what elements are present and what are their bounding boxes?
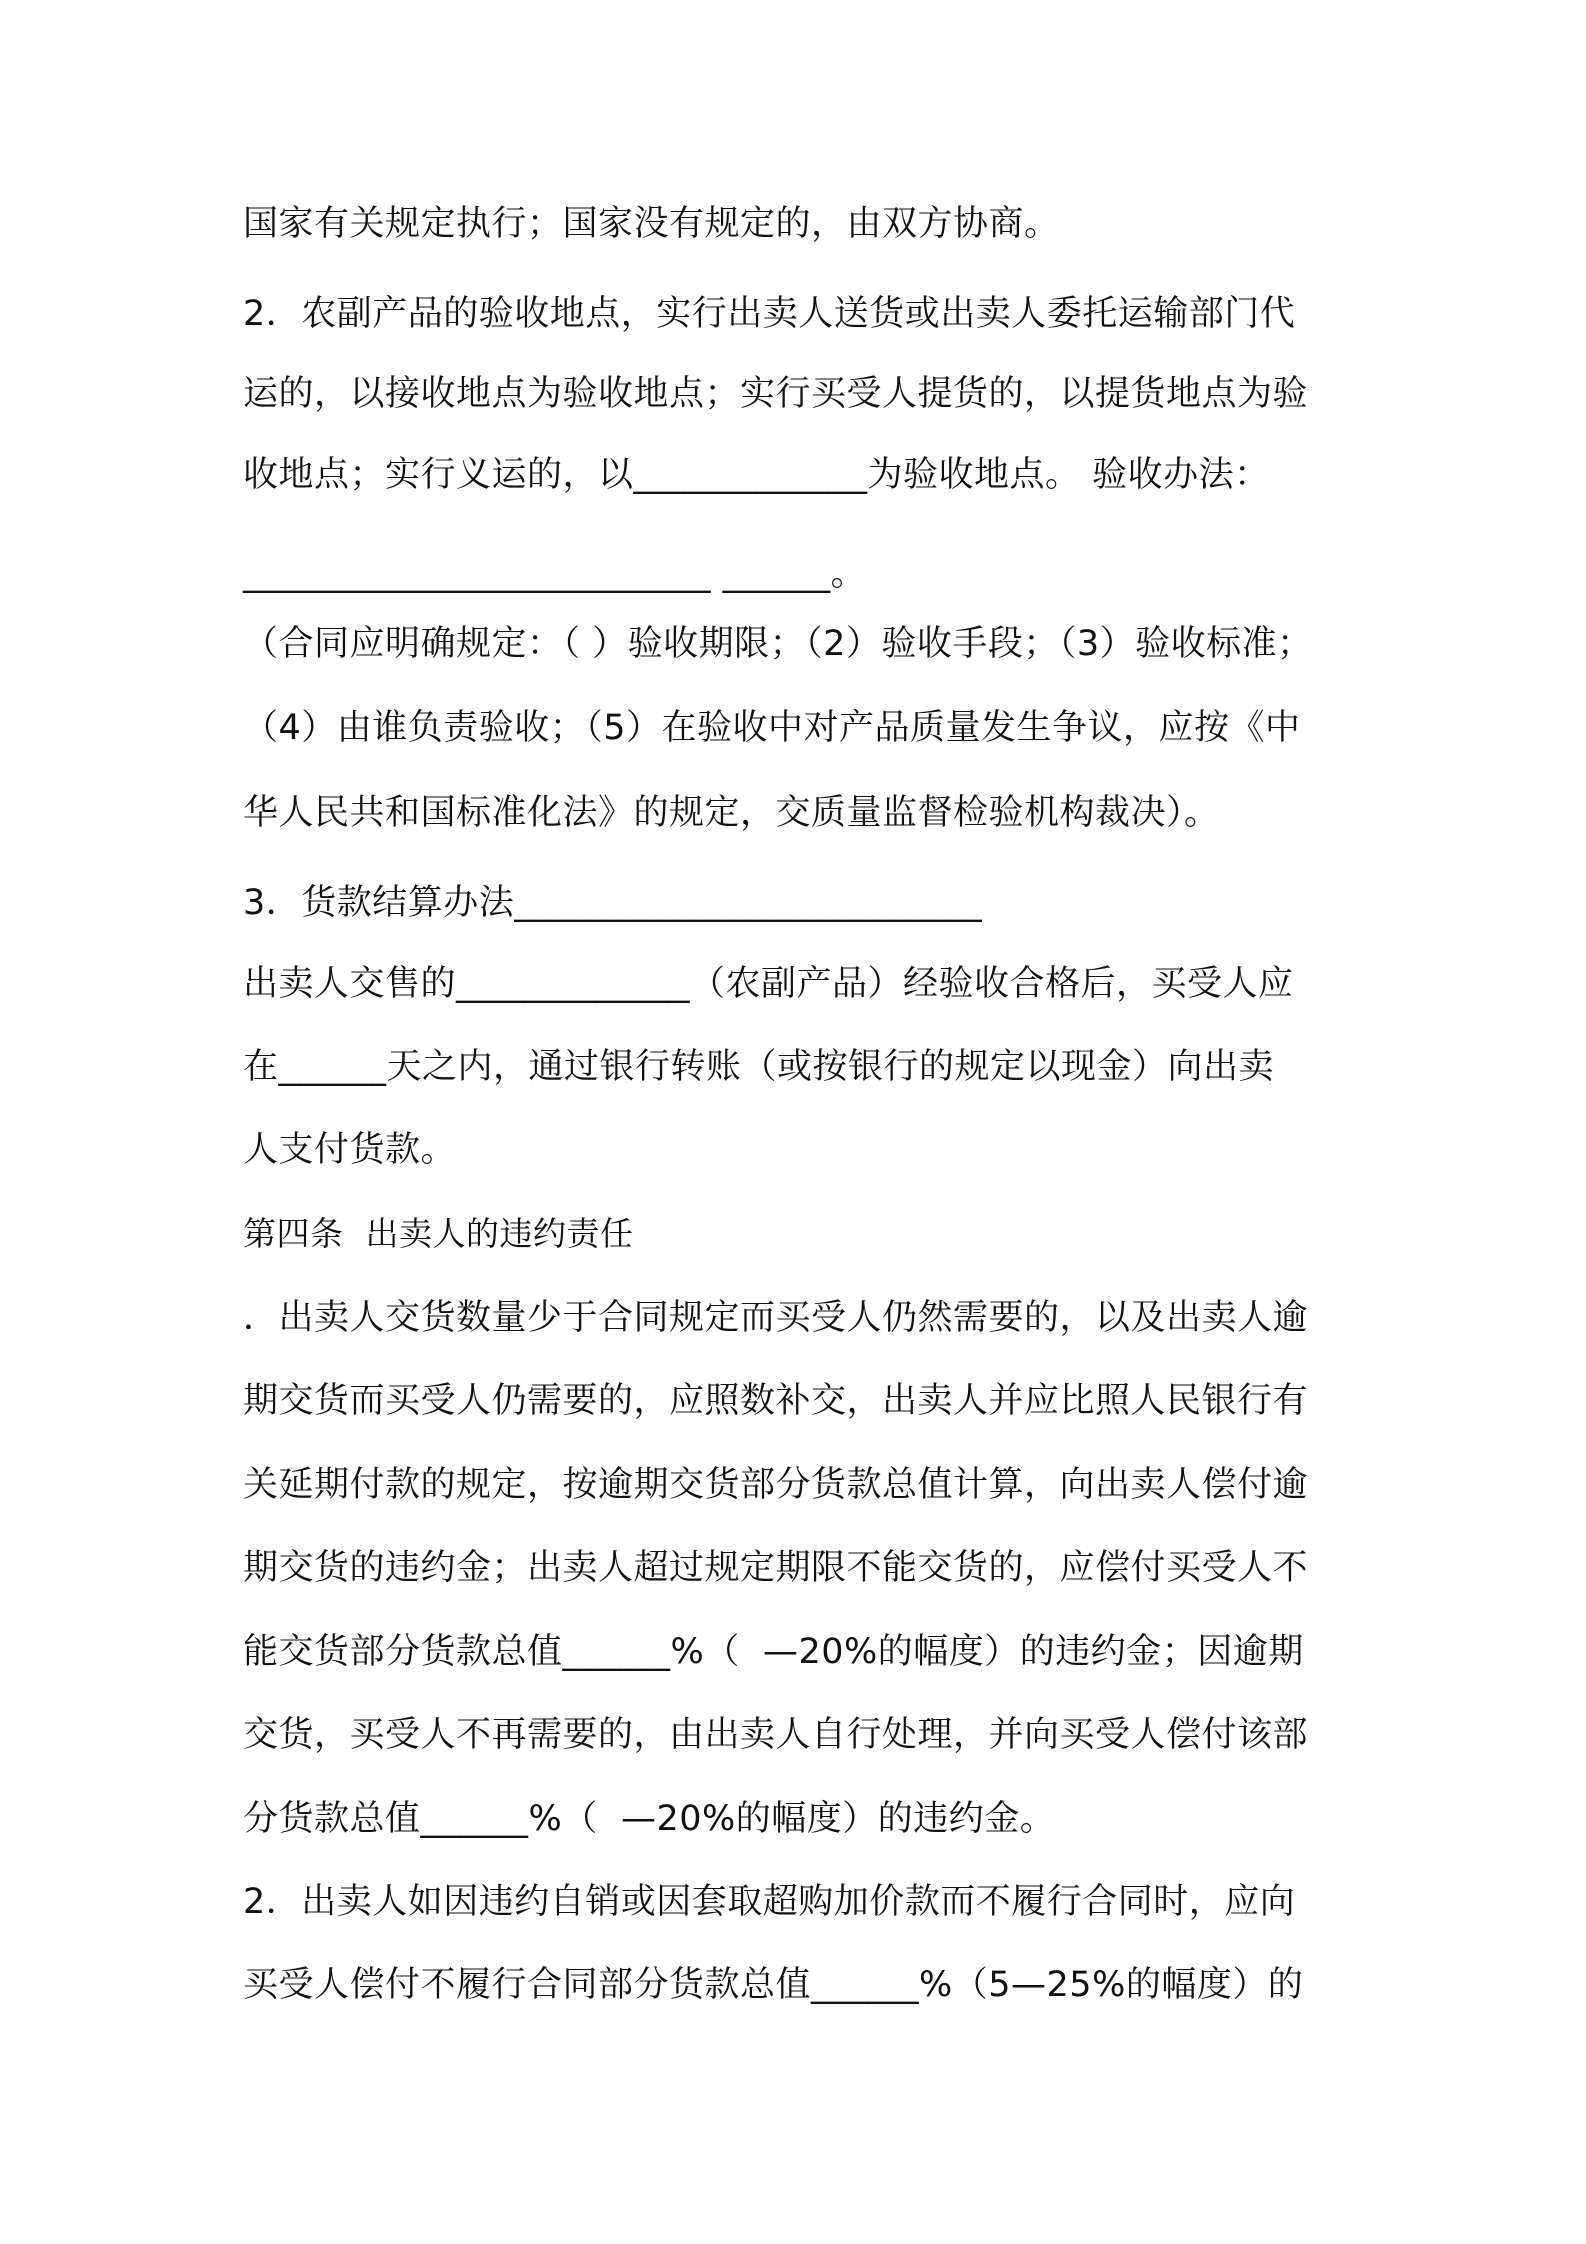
text-line: 国家有关规定执行；国家没有规定的，由双方协商。 — [243, 204, 1060, 244]
text-line: 运的，以接收地点为验收地点；实行买受人提货的，以提货地点为验 — [243, 374, 1309, 414]
text-line: （合同应明确规定：（ ）验收期限；（2）验收手段；（3）验收标准； — [243, 624, 1313, 664]
blank-line: __________________________ ______。 — [243, 554, 867, 594]
text-line: 人支付货款。 — [243, 1130, 457, 1170]
clause-3-line: 3．货款结算办法__________________________ — [243, 883, 983, 923]
clause-2-line: 2．农副产品的验收地点，实行出卖人送货或出卖人委托运输部门代 — [243, 294, 1296, 334]
text-line: 期交货而买受人仍需要的，应照数补交，出卖人并应比照人民银行有 — [243, 1381, 1309, 1421]
text-line: 期交货的违约金；出卖人超过规定期限不能交货的，应偿付买受人不 — [243, 1548, 1309, 1588]
article-4-heading: 第四条 出卖人的违约责任 — [243, 1214, 634, 1253]
text-line: 买受人偿付不履行合同部分货款总值______%（5—25%的幅度）的 — [243, 1965, 1304, 2005]
text-line: （4）由谁负责验收；（5）在验收中对产品质量发生争议，应按《中 — [243, 708, 1301, 748]
text-line: 华人民共和国标准化法》的规定，交质量监督检验机构裁决）。 — [243, 793, 1220, 833]
text-line: 收地点；实行义运的，以_____________为验收地点。 验收办法： — [243, 455, 1270, 495]
text-line: ．出卖人交货数量少于合同规定而买受人仍然需要的，以及出卖人逾 — [243, 1298, 1309, 1338]
text-line: 能交货部分货款总值______%（ —20%的幅度）的违约金；因逾期 — [243, 1632, 1304, 1672]
text-line: 分货款总值______%（ —20%的幅度）的违约金。 — [243, 1799, 1056, 1839]
text-line: 在______天之内，通过银行转账（或按银行的规定以现金）向出卖 — [243, 1047, 1275, 1087]
clause-2-line: 2．出卖人如因违约自销或因套取超购加价款而不履行合同时，应向 — [243, 1882, 1296, 1922]
text-line: 交货，买受人不再需要的，由出卖人自行处理，并向买受人偿付该部 — [243, 1715, 1309, 1755]
text-line: 关延期付款的规定，按逾期交货部分货款总值计算，向出卖人偿付逾 — [243, 1465, 1309, 1505]
text-line: 出卖人交售的_____________（农副产品）经验收合格后，买受人应 — [243, 964, 1294, 1004]
